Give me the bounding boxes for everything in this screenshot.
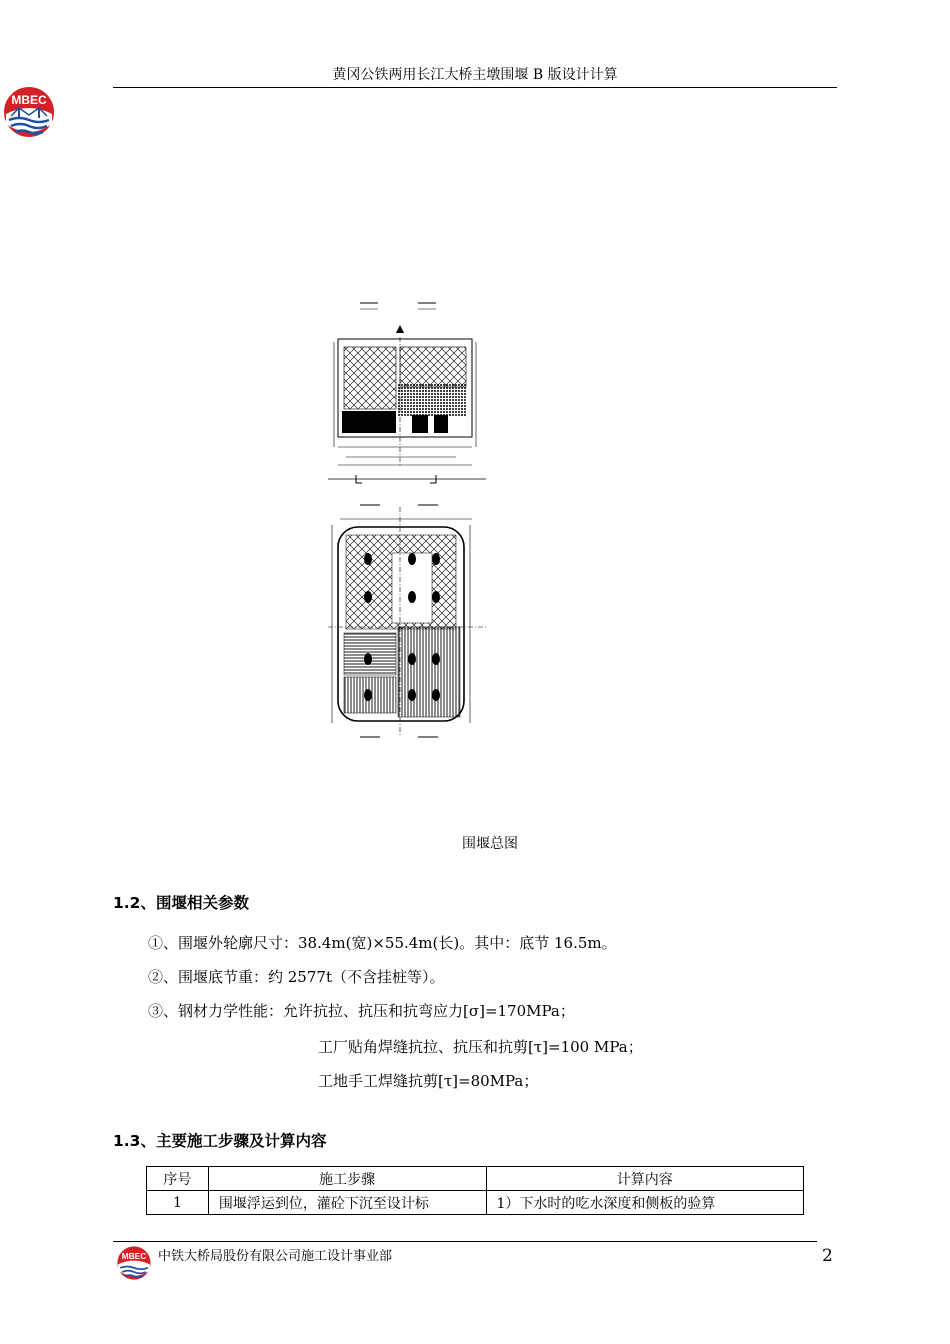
construction-steps-table — [146, 1166, 804, 1215]
table-header-cell: 计算内容 — [486, 1167, 803, 1191]
elevation-view — [328, 303, 486, 483]
section-1-3-heading: 1.3、主要施工步骤及计算内容 — [113, 1132, 327, 1150]
param-item-3: ③、钢材力学性能：允许抗拉、抗压和抗弯应力[σ]=170MPa； — [148, 1002, 575, 1020]
table-cell: 1）下水时的吃水深度和侧板的验算 — [486, 1191, 803, 1215]
footer-company: 中铁大桥局股份有限公司施工设计事业部 — [158, 1249, 393, 1264]
footer-logo-lettering: MBEC — [121, 1250, 147, 1261]
section-1-2-heading: 1.2、围堰相关参数 — [113, 894, 249, 912]
footer-divider — [113, 1241, 817, 1242]
param-item-2: ②、围堰底节重：约 2577t（不含挂桩等）。 — [148, 968, 445, 986]
plan-view — [328, 505, 486, 737]
figure-caption: 围堰总图 — [462, 836, 518, 852]
page-number: 2 — [822, 1246, 833, 1266]
cofferdam-general-drawing — [326, 297, 486, 747]
mbec-logo — [3, 84, 55, 140]
logo-lettering: MBEC — [11, 93, 47, 107]
param-item-3-line-2: 工厂贴角焊缝抗拉、抗压和抗剪[τ]=100 MPa； — [318, 1038, 643, 1056]
table-cell: 围堰浮运到位，灌砼下沉至设计标 — [208, 1191, 486, 1215]
param-item-3-line-3: 工地手工焊缝抗剪[τ]=80MPa； — [318, 1072, 539, 1090]
table-header-cell: 序号 — [147, 1167, 209, 1191]
mbec-footer-logo — [115, 1245, 153, 1281]
table-header-cell: 施工步骤 — [208, 1167, 486, 1191]
header-title: 黄冈公铁两用长江大桥主墩围堰 B 版设计计算 — [332, 67, 618, 83]
table-header-row — [147, 1167, 804, 1191]
param-item-1: ①、围堰外轮廓尺寸：38.4m(宽)×55.4m(长)。其中：底节 16.5m。 — [148, 934, 617, 952]
table-cell: 1 — [147, 1191, 209, 1215]
table-row — [147, 1191, 804, 1215]
header-divider — [113, 87, 837, 88]
